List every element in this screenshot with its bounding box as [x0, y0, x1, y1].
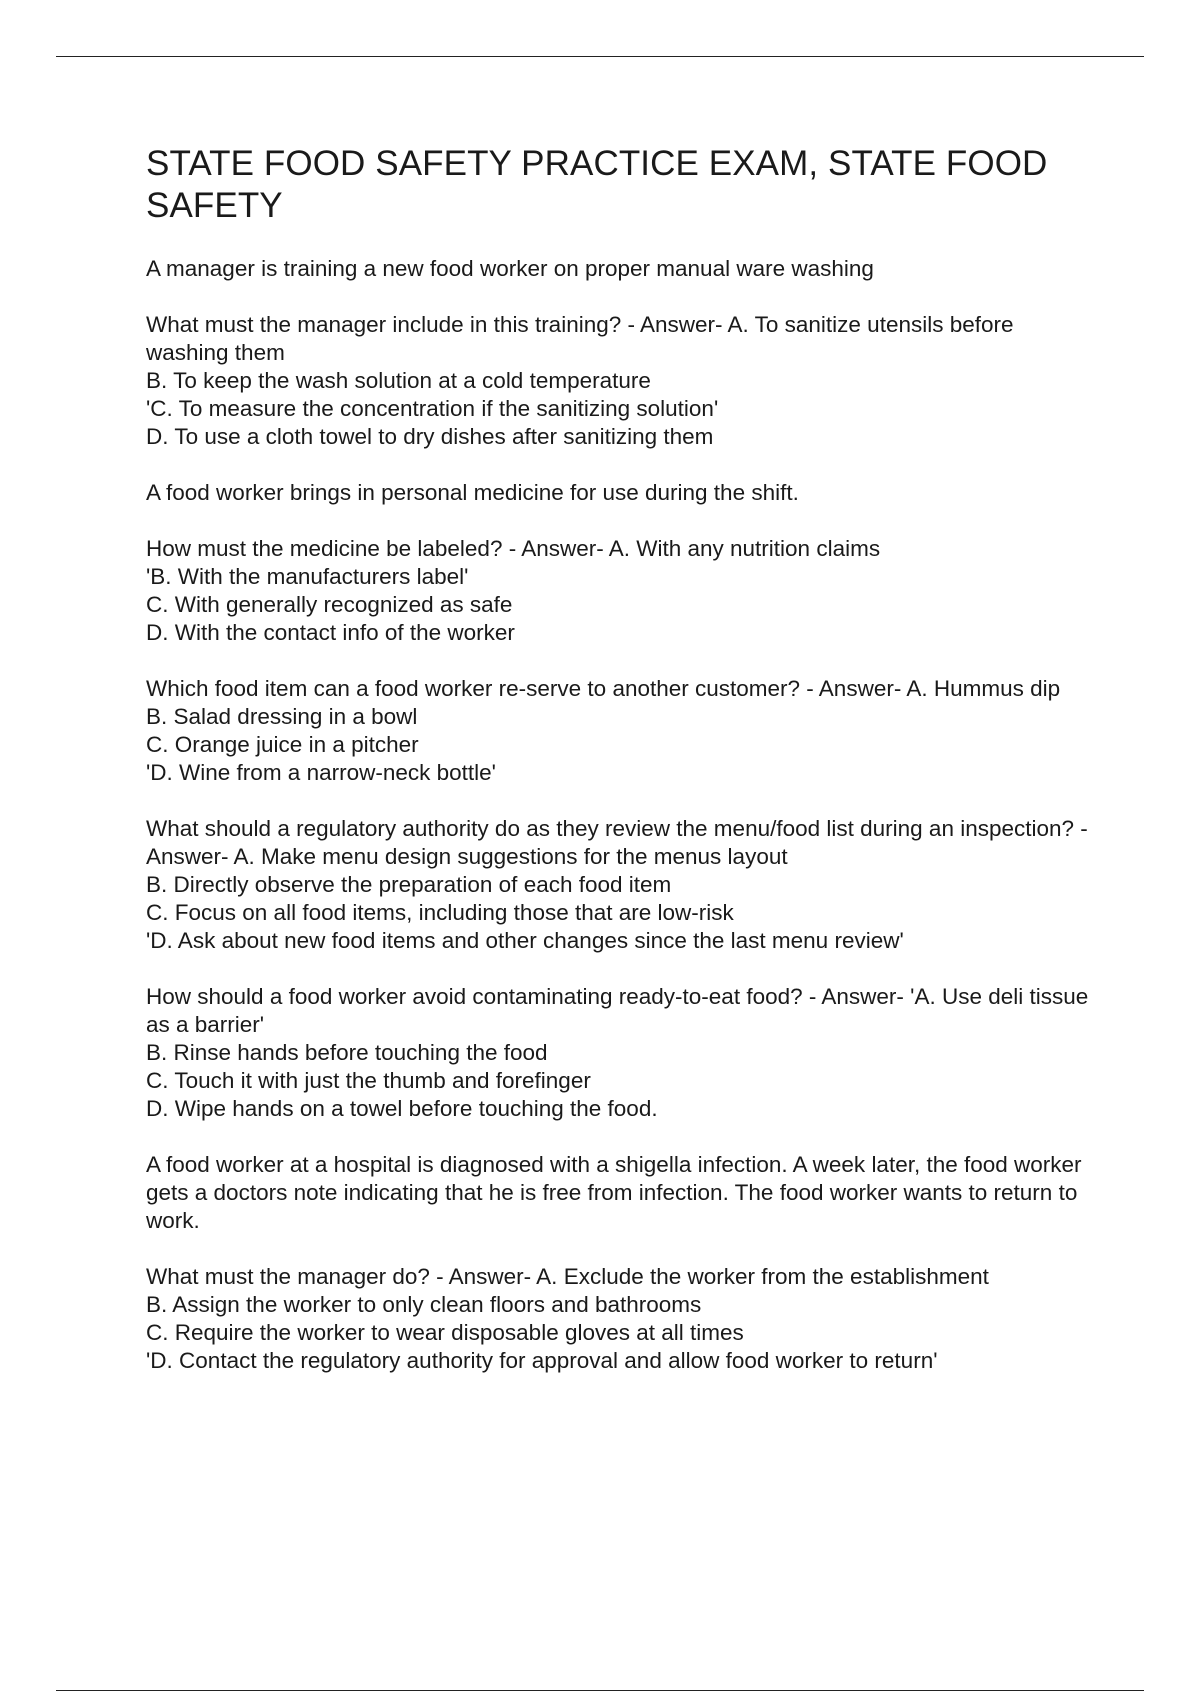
question-text: What should a regulatory authority do as they review the menu/food list during an inspection? - Answer- A. Make menu design suggestions for the menus layout — [146, 816, 1088, 869]
answer-option: 'D. Ask about new food items and other changes since the last menu review' — [146, 928, 904, 953]
answer-option: B. Directly observe the preparation of each food item — [146, 872, 672, 897]
question-text: A food worker brings in personal medicine for use during the shift. — [146, 480, 799, 505]
answer-option: B. Assign the worker to only clean floors and bathrooms — [146, 1292, 702, 1317]
answer-option: B. Salad dressing in a bowl — [146, 704, 418, 729]
answer-option: 'B. With the manufacturers label' — [146, 564, 469, 589]
question-block — [146, 983, 1096, 1123]
question-text: How should a food worker avoid contaminating ready-to-eat food? - Answer- 'A. Use deli tissue as a barrier' — [146, 984, 1089, 1037]
answer-option: 'D. Contact the regulatory authority for approval and allow food worker to return' — [146, 1348, 938, 1373]
answer-option: 'C. To measure the concentration if the sanitizing solution' — [146, 396, 719, 421]
question-block — [146, 255, 1096, 283]
question-list — [146, 255, 1096, 1375]
question-text: What must the manager do? - Answer- A. Exclude the worker from the establishment — [146, 1264, 989, 1289]
answer-option: 'D. Wine from a narrow-neck bottle' — [146, 760, 496, 785]
answer-option: D. Wipe hands on a towel before touching the food. — [146, 1096, 658, 1121]
question-block — [146, 311, 1096, 451]
bottom-rule — [56, 1690, 1144, 1691]
answer-option: B. To keep the wash solution at a cold temperature — [146, 368, 651, 393]
answer-option: C. Touch it with just the thumb and forefinger — [146, 1068, 591, 1093]
question-text: Which food item can a food worker re-serve to another customer? - Answer- A. Hummus dip — [146, 676, 1061, 701]
answer-option: B. Rinse hands before touching the food — [146, 1040, 548, 1065]
answer-option: C. Focus on all food items, including those that are low-risk — [146, 900, 734, 925]
answer-option: D. With the contact info of the worker — [146, 620, 515, 645]
question-block — [146, 1263, 1096, 1375]
question-text: A manager is training a new food worker on proper manual ware washing — [146, 256, 874, 281]
answer-option: C. With generally recognized as safe — [146, 592, 513, 617]
question-text: A food worker at a hospital is diagnosed with a shigella infection. A week later, the food worker gets a doctors note indicating that he is free from infection. The food worker wants to return to work. — [146, 1152, 1082, 1233]
answer-option: C. Require the worker to wear disposable gloves at all times — [146, 1320, 744, 1345]
document-title: STATE FOOD SAFETY PRACTICE EXAM, STATE FOOD SAFETY — [146, 144, 1048, 225]
answer-option: D. To use a cloth towel to dry dishes after sanitizing them — [146, 424, 714, 449]
question-block — [146, 675, 1096, 787]
question-text: How must the medicine be labeled? - Answer- A. With any nutrition claims — [146, 536, 881, 561]
question-block — [146, 815, 1096, 955]
question-block — [146, 535, 1096, 647]
question-block — [146, 1151, 1096, 1235]
document-body — [146, 143, 1096, 1375]
top-rule — [56, 56, 1144, 57]
question-block — [146, 479, 1096, 507]
question-text: What must the manager include in this training? - Answer- A. To sanitize utensils before washing them — [146, 312, 1014, 365]
answer-option: C. Orange juice in a pitcher — [146, 732, 419, 757]
